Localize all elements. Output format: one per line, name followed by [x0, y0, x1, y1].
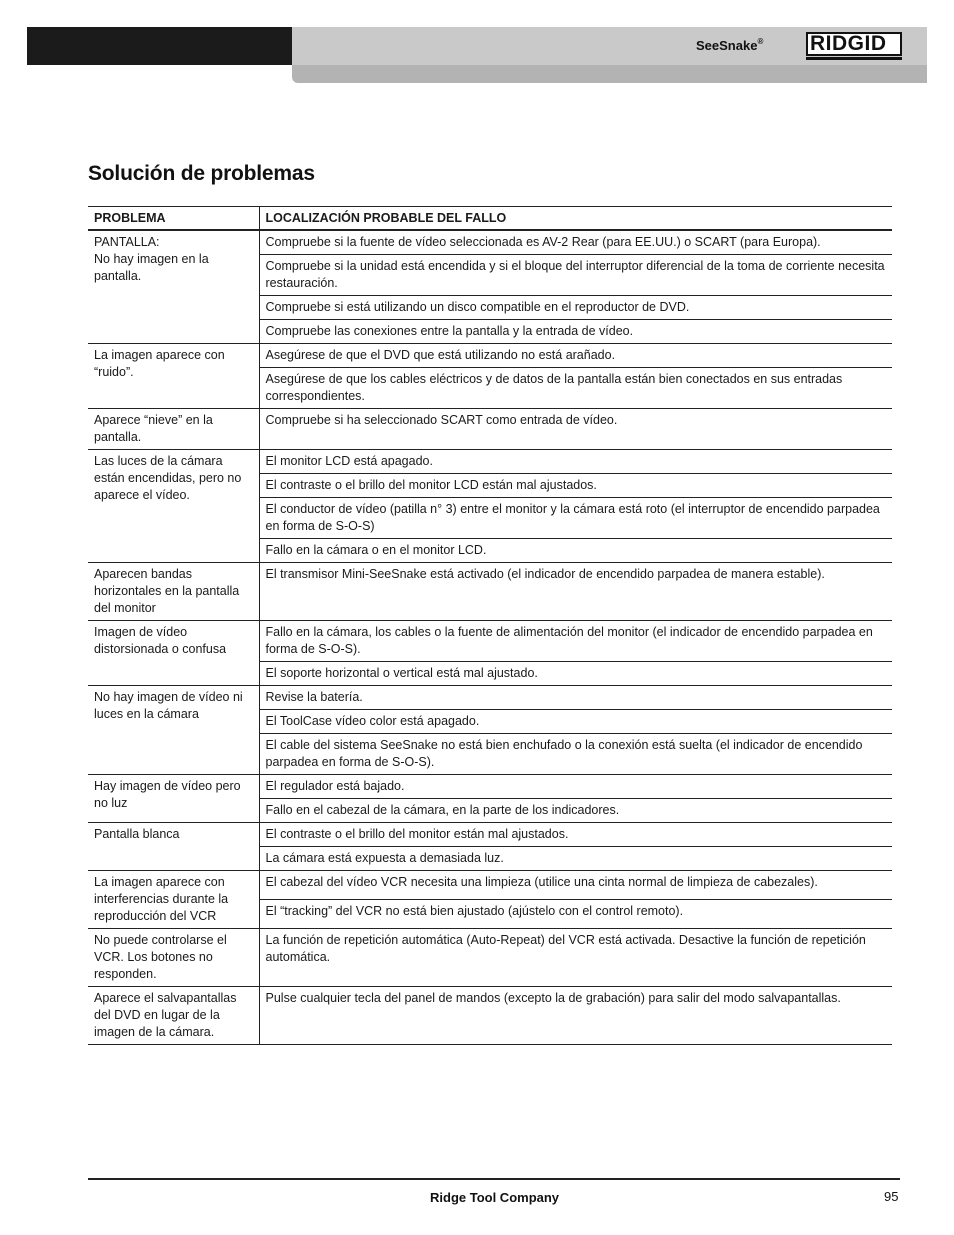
solution-cell: El “tracking” del VCR no está bien ajustado (ajústelo con el control remoto).: [259, 900, 892, 929]
problem-cell: [88, 823, 259, 871]
problem-cell: [88, 775, 259, 823]
solution-cell: Asegúrese de que los cables eléctricos y de datos de la pantalla están bien conectados en sus entradas correspondientes.: [259, 368, 892, 409]
column-header-location: LOCALIZACIÓN PROBABLE DEL FALLO: [259, 207, 892, 231]
solution-cell: La cámara está expuesta a demasiada luz.: [259, 847, 892, 871]
solution-cell: Fallo en la cámara, los cables o la fuente de alimentación del monitor (el indicador de encendido parpadea en forma de S-O-S).: [259, 621, 892, 662]
problem-text: No puede controlarse el VCR. Los botones no responden.: [94, 933, 227, 981]
solution-cell: La función de repetición automática (Auto-Repeat) del VCR está activada. Desactive la función de repetición automática.: [259, 929, 892, 987]
problem-cell: [88, 563, 259, 621]
problem-text: No hay imagen de vídeo ni luces en la cámara: [94, 690, 243, 721]
solution-cell: Fallo en el cabezal de la cámara, en la parte de los indicadores.: [259, 799, 892, 823]
solution-cell: Compruebe si la unidad está encendida y si el bloque del interruptor diferencial de la toma de corriente necesita restauración.: [259, 255, 892, 296]
problem-text: PANTALLA: No hay imagen en la pantalla.: [94, 235, 209, 283]
solution-cell: Compruebe si está utilizando un disco compatible en el reproductor de DVD.: [259, 296, 892, 320]
page-title: Solución de problemas: [88, 162, 315, 185]
table-row: [88, 450, 892, 474]
problem-cell: [88, 987, 259, 1045]
table-row: [88, 871, 892, 900]
page-number: 95: [884, 1189, 899, 1204]
solution-cell: El regulador está bajado.: [259, 775, 892, 799]
table-row: [88, 344, 892, 368]
solution-cell: El conductor de vídeo (patilla n° 3) entre el monitor y la cámara está roto (el interruptor de encendido parpadea en forma de S-O-S): [259, 498, 892, 539]
header-black-bar: [27, 27, 292, 65]
problem-text: Aparece el salvapantallas del DVD en lugar de la imagen de la cámara.: [94, 991, 237, 1039]
troubleshooting-table: [88, 206, 892, 1045]
problem-text: Aparece “nieve” en la pantalla.: [94, 413, 213, 444]
header-grey-strip: [292, 65, 927, 83]
solution-cell: El soporte horizontal o vertical está mal ajustado.: [259, 662, 892, 686]
problem-cell: [88, 409, 259, 450]
table-row: [88, 823, 892, 847]
table-row: [88, 987, 892, 1045]
solution-cell: Pulse cualquier tecla del panel de mandos (excepto la de grabación) para salir del modo salvapantallas.: [259, 987, 892, 1045]
problem-cell: [88, 621, 259, 686]
ridgid-logo: [806, 32, 902, 62]
table-body: [88, 230, 892, 1045]
problem-text: Hay imagen de vídeo pero no luz: [94, 779, 241, 810]
footer-rule: [88, 1178, 900, 1180]
solution-cell: El contraste o el brillo del monitor están mal ajustados.: [259, 823, 892, 847]
table-row: [88, 409, 892, 450]
footer-company: Ridge Tool Company: [430, 1190, 560, 1205]
problem-text: Las luces de la cámara están encendidas, pero no aparece el vídeo.: [94, 454, 242, 502]
registered-mark: ®: [757, 37, 764, 46]
solution-cell: El cable del sistema SeeSnake no está bien enchufado o la conexión está suelta (el indicador de encendido parpadea en forma de S-O-S).: [259, 734, 892, 775]
table-row: [88, 621, 892, 662]
problem-text: La imagen aparece con interferencias durante la reproducción del VCR: [94, 875, 229, 923]
problem-cell: [88, 344, 259, 409]
product-name: SeeSnake®: [696, 37, 764, 53]
solution-cell: El contraste o el brillo del monitor LCD están mal ajustados.: [259, 474, 892, 498]
logo-underline: [806, 57, 902, 60]
solution-cell: El monitor LCD está apagado.: [259, 450, 892, 474]
solution-cell: Revise la batería.: [259, 686, 892, 710]
solution-cell: El cabezal del vídeo VCR necesita una limpieza (utilice una cinta normal de limpieza de cabezales).: [259, 871, 892, 900]
problem-cell: [88, 686, 259, 775]
table-row: [88, 775, 892, 799]
problem-cell: [88, 871, 259, 929]
table-row: [88, 563, 892, 621]
problem-text: Imagen de vídeo distorsionada o confusa: [94, 625, 227, 656]
problem-cell: [88, 230, 259, 344]
solution-cell: El transmisor Mini-SeeSnake está activado (el indicador de encendido parpadea de manera estable).: [259, 563, 892, 621]
problem-cell: [88, 450, 259, 563]
solution-cell: Compruebe si la fuente de vídeo seleccionada es AV-2 Rear (para EE.UU.) o SCART (para Europa).: [259, 230, 892, 255]
problem-text: Pantalla blanca: [94, 827, 180, 841]
problem-cell: [88, 929, 259, 987]
table-header-row: [88, 207, 892, 231]
problem-text: Aparecen bandas horizontales en la pantalla del monitor: [94, 567, 240, 615]
column-header-problem: PROBLEMA: [88, 207, 259, 231]
solution-cell: Fallo en la cámara o en el monitor LCD.: [259, 539, 892, 563]
logo-text: RIDGID: [810, 32, 887, 55]
solution-cell: Compruebe las conexiones entre la pantalla y la entrada de vídeo.: [259, 320, 892, 344]
solution-cell: Compruebe si ha seleccionado SCART como entrada de vídeo.: [259, 409, 892, 450]
table-row: [88, 230, 892, 255]
solution-cell: El ToolCase vídeo color está apagado.: [259, 710, 892, 734]
table-row: [88, 686, 892, 710]
problem-text: La imagen aparece con “ruido”.: [94, 348, 225, 379]
solution-cell: Asegúrese de que el DVD que está utilizando no está arañado.: [259, 344, 892, 368]
table-row: [88, 929, 892, 987]
